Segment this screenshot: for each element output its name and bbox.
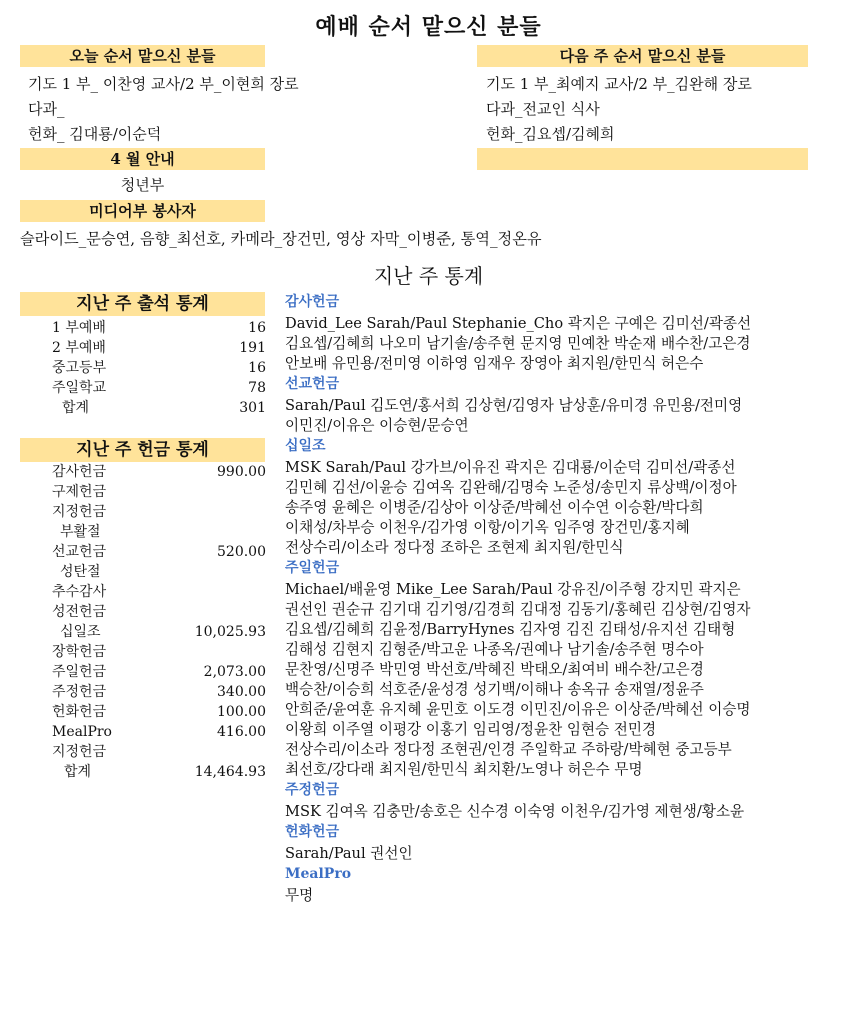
table-row xyxy=(52,662,266,682)
table-row xyxy=(52,702,266,722)
media-volunteers: 슬라이드_문승연, 음향_최선호, 카메라_장건민, 영상 자막_이병준, 통역_정온유 xyxy=(20,230,542,248)
offering-value xyxy=(182,582,266,602)
offering-value xyxy=(182,742,266,762)
offering-value xyxy=(182,642,266,662)
donor-section-heading: 주일헌금 xyxy=(285,560,340,576)
offering-label: 성전헌금 xyxy=(52,604,107,620)
attendance-label: 주일학교 xyxy=(52,380,107,396)
donor-section-heading: 주정헌금 xyxy=(285,782,340,798)
offering-label: 지정헌금 xyxy=(52,504,107,520)
attendance-heading: 지난 주 출석 통계 xyxy=(20,292,265,316)
donor-lists xyxy=(285,292,845,906)
donor-section xyxy=(285,780,845,822)
table-row xyxy=(52,642,266,662)
donor-section-heading: 감사헌금 xyxy=(285,294,340,310)
offering-value: 10,025.93 xyxy=(194,624,266,640)
table-row xyxy=(52,378,266,398)
donor-section-names: Sarah/Paul 김도연/홍서희 김상현/김영자 남상훈/유미경 유민용/전미영 이민진/이유은 이승현/문승연 xyxy=(285,397,743,434)
donor-section xyxy=(285,558,845,780)
next-week-flowers: 헌화_김요셉/김혜희 xyxy=(486,125,615,143)
table-row xyxy=(52,722,266,742)
offering-value: 100.00 xyxy=(217,704,266,720)
donor-section-heading: 십일조 xyxy=(285,438,326,454)
donor-section-names: Michael/배윤영 Mike_Lee Sarah/Paul 강유진/이주형 강지민 곽지은 권선인 권순규 김기대 김기영/김경희 김대정 김동기/홍혜린 김상현/김영자 김요셉/김혜희 김윤정/BarryHynes 김자영 김진 김태성/유지선 김태형 김해성 김현지 김형준/박고운 나종옥/권예나 남기솔/송주현 명수아 문찬영/신명주 박민영 박선호/박혜진 박태오/최여비 배수찬/고은경 백승찬/이승희 석호준/윤성경 성기백/이해나 송옥규 송재열/정윤주 안희준/윤여훈 유지혜 윤민호 이도경 이민진/이유은 이상준/박혜선 이승명 이왕희 이주열 이평강 이홍기 임리영/정윤찬 임현승 전민경 전상수리/이소라 정다정 조현권/인경 주일학교 주하랑/박혜현 중고등부 최선호/강다래 최지원/한민식 최치환/노영나 허은수 무명 xyxy=(285,581,751,778)
offering-value: 416.00 xyxy=(217,724,266,740)
donor-section xyxy=(285,822,845,864)
donor-section-heading: MealPro xyxy=(285,866,352,882)
table-row xyxy=(52,318,266,338)
attendance-label: 2 부예배 xyxy=(52,340,106,356)
next-week-empty-bar xyxy=(477,148,808,170)
table-row xyxy=(52,742,266,762)
table-row xyxy=(52,622,266,642)
last-week-title: 지난 주 통계 xyxy=(373,264,484,288)
attendance-total-label: 합계 xyxy=(62,400,90,416)
donor-section xyxy=(285,864,845,906)
offering-table xyxy=(52,462,266,782)
attendance-label: 중고등부 xyxy=(52,360,107,376)
table-row xyxy=(52,482,266,502)
donor-section xyxy=(285,436,845,558)
donor-section xyxy=(285,374,845,436)
offering-label: 감사헌금 xyxy=(52,464,107,480)
donor-section-names: David_Lee Sarah/Paul Stephanie_Cho 곽지은 구예은 김미선/곽종선 김요셉/김혜희 나오미 남기솔/송주현 문지영 민예찬 박순재 배수찬/고은경 안보배 유민용/전미영 이하영 임재우 장영아 최지원/한민식 허은수 xyxy=(285,315,752,372)
attendance-total-value: 301 xyxy=(239,400,266,416)
offering-label: 구제헌금 xyxy=(52,484,107,500)
today-heading: 오늘 순서 맡으신 분들 xyxy=(20,45,265,67)
donor-section-heading: 헌화헌금 xyxy=(285,824,340,840)
offering-value xyxy=(182,562,266,582)
next-week-refreshment: 다과_전교인 식사 xyxy=(486,100,600,118)
table-row xyxy=(52,602,266,622)
offering-total-value: 14,464.93 xyxy=(194,764,266,780)
offering-heading: 지난 주 헌금 통계 xyxy=(20,438,265,462)
donor-section-names: 무명 xyxy=(285,887,314,904)
attendance-value: 16 xyxy=(248,360,266,376)
offering-value: 2,073.00 xyxy=(203,664,266,680)
table-row xyxy=(52,398,266,418)
today-prayer: 기도 1 부_ 이찬영 교사/2 부_이현희 장로 xyxy=(28,75,299,93)
attendance-value: 191 xyxy=(239,340,266,356)
offering-label: 주정헌금 xyxy=(52,684,107,700)
offering-value xyxy=(182,522,266,542)
offering-label: 주일헌금 xyxy=(52,664,107,680)
attendance-value: 16 xyxy=(248,320,266,336)
offering-label: 십일조 xyxy=(60,624,101,640)
table-row xyxy=(52,542,266,562)
offering-value xyxy=(182,482,266,502)
april-heading: 4 월 안내 xyxy=(20,148,265,170)
donor-section-names: Sarah/Paul 권선인 xyxy=(285,845,413,862)
page-title: 예배 순서 맡으신 분들 xyxy=(315,14,542,40)
table-row xyxy=(52,522,266,542)
offering-value: 520.00 xyxy=(217,544,266,560)
table-row xyxy=(52,338,266,358)
offering-value xyxy=(182,602,266,622)
donor-section xyxy=(285,292,845,374)
offering-total-label: 합계 xyxy=(64,764,92,780)
table-row xyxy=(52,358,266,378)
table-row xyxy=(52,502,266,522)
april-line: 청년부 xyxy=(120,176,165,194)
offering-label: MealPro xyxy=(52,724,112,740)
offering-label: 성탄절 xyxy=(60,564,101,580)
table-row xyxy=(52,762,266,782)
attendance-value: 78 xyxy=(248,380,266,396)
offering-label: 부활절 xyxy=(60,524,101,540)
attendance-table xyxy=(52,318,266,418)
table-row xyxy=(52,562,266,582)
offering-label: 헌화헌금 xyxy=(52,704,107,720)
next-week-prayer: 기도 1 부_최예지 교사/2 부_김완해 장로 xyxy=(486,75,752,93)
today-flowers: 헌화_ 김대룡/이순덕 xyxy=(28,125,162,143)
today-refreshment: 다과_ xyxy=(28,100,65,118)
media-heading: 미디어부 봉사자 xyxy=(20,200,265,222)
donor-section-heading: 선교헌금 xyxy=(285,376,340,392)
table-row xyxy=(52,462,266,482)
table-row xyxy=(52,682,266,702)
offering-value: 340.00 xyxy=(217,684,266,700)
donor-section-names: MSK Sarah/Paul 강가브/이유진 곽지은 김대룡/이순덕 김미선/곽종선 김민혜 김선/이윤승 김여옥 김완해/김명숙 노준성/송민지 류상백/이정아 송주영 윤혜은 이병준/김상아 이상준/박혜선 이수연 이승환/박다희 이채성/차부승 이천우/김가영 이항/이기옥 임주영 장건민/홍지혜 전상수리/이소라 정다정 조하은 조현제 최지원/한민식 xyxy=(285,459,737,556)
donor-section-names: MSK 김여옥 김충만/송호은 신수경 이숙영 이천우/김가영 제현생/황소윤 xyxy=(285,803,745,820)
offering-label: 지정헌금 xyxy=(52,744,107,760)
offering-value xyxy=(182,502,266,522)
attendance-label: 1 부예배 xyxy=(52,320,106,336)
offering-label: 추수감사 xyxy=(52,584,107,600)
offering-value: 990.00 xyxy=(217,464,266,480)
offering-label: 장학헌금 xyxy=(52,644,107,660)
offering-label: 선교헌금 xyxy=(52,544,107,560)
next-week-heading: 다음 주 순서 맡으신 분들 xyxy=(477,45,808,67)
table-row xyxy=(52,582,266,602)
